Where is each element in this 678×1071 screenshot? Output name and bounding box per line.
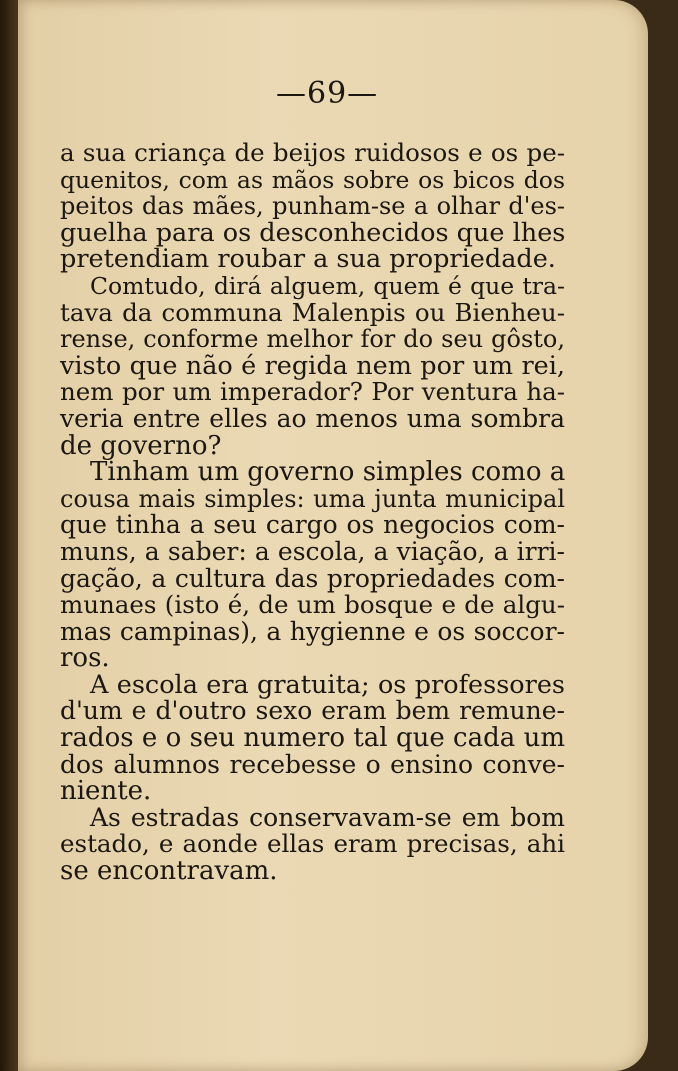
- text-line: Tinham um governo simples como a: [90, 457, 566, 488]
- text-line: a sua criança de beijos ruidosos e os pe-: [60, 138, 565, 167]
- text-line: peitos das mães, punham-se a olhar d'es-: [60, 192, 565, 221]
- text-line: pretendiam roubar a sua propriedade.: [60, 244, 556, 275]
- text-line: niente.: [60, 776, 152, 807]
- text-line: As estradas conservavam-se em bom: [90, 802, 565, 832]
- text-line: munaes (isto é, de um bosque e de algu-: [60, 590, 565, 620]
- text-line: guelha para os desconhecidos que lhes: [60, 217, 566, 248]
- text-line: visto que não é regida nem por um rei,: [60, 350, 565, 381]
- text-line: tava da communa Malenpis ou Bienheu-: [60, 297, 565, 327]
- text-line: dos alumnos recebesse o ensino conve-: [60, 749, 565, 779]
- text-line: nem por um imperador? Por ventura ha-: [60, 377, 565, 407]
- text-line: rense, conforme melhor for do seu gôsto,: [60, 325, 565, 354]
- text-line: d'um e d'outro sexo eram bem remune-: [60, 696, 565, 726]
- book-gutter: [0, 0, 18, 1071]
- text-line: estado, e aonde ellas eram precisas, ahi: [60, 829, 565, 859]
- text-line: rados e o seu numero tal que cada um: [60, 723, 565, 754]
- text-line: muns, a saber: a escola, a viação, a irri-: [60, 536, 565, 566]
- body-text: [60, 140, 565, 885]
- text-line: que tinha a seu cargo os negocios com-: [60, 510, 565, 540]
- text-line: gação, a cultura das propriedades com-: [60, 563, 565, 593]
- page-number: —69—: [276, 76, 379, 111]
- text-line: de governo?: [60, 430, 222, 461]
- text-line: mas campinas), a hygienne e os soccor-: [60, 616, 565, 646]
- text-line: cousa mais simples: uma junta municipal: [60, 484, 565, 513]
- text-line: ros.: [60, 643, 110, 674]
- text-line: A escola era gratuita; os professores: [90, 669, 565, 700]
- text-line: quenitos, com as mãos sobre os bicos dos: [60, 165, 565, 194]
- text-line: veria entre elles ao menos uma sombra: [60, 403, 565, 433]
- text-line: Comtudo, dirá alguem, quem é que tra-: [90, 271, 565, 300]
- text-line: se encontravam.: [60, 856, 278, 887]
